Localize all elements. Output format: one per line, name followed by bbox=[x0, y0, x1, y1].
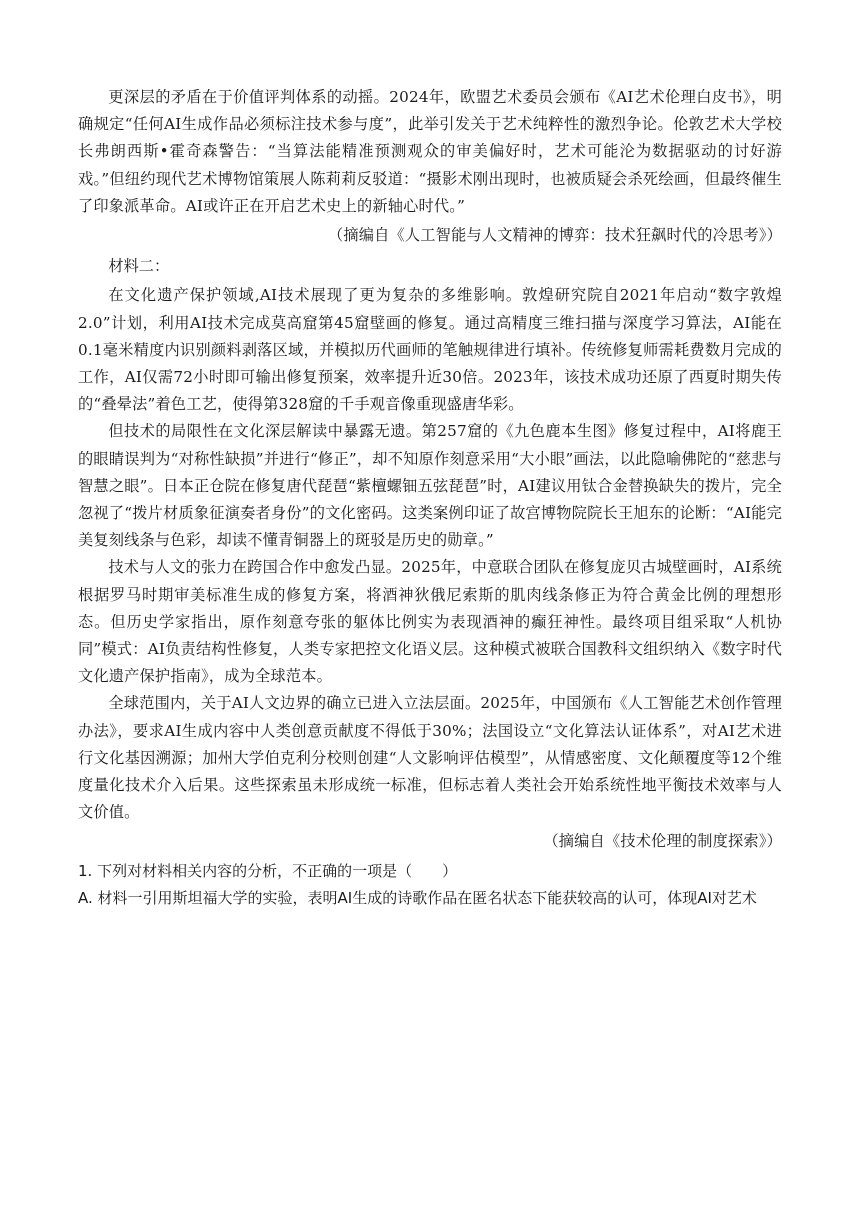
material-2-label: 材料二： bbox=[108, 257, 170, 276]
paragraph-cross-border: 技术与人文的张力在跨国合作中愈发凸显。2025年，中意联合团队在修复庞贝古城壁画时，AI系统根据罗马时期审美标准生成的修复方案，将酒神狄俄尼索斯的肌肉线条修正为符合黄金比例的理想形态。但历史学家指出，原作刻意夸张的躯体比例实为表现酒神的癫狂神性。最终项目组采取“人机协同”模式：AI负责结构性修复，人类专家把控文化语义层。这种模式被联合国教科文组织纳入《数字时代文化遗产保护指南》，成为全球范本。 bbox=[78, 558, 782, 686]
question-1-stem: 1. 下列对材料相关内容的分析，不正确的一项是（ ） bbox=[78, 861, 458, 880]
document-page bbox=[78, 84, 782, 913]
paragraph-dunhuang: 在文化遗产保护领域,AI技术展现了更为复杂的多维影响。敦煌研究院自2021年启动“数字敦煌2.0”计划，利用AI技术完成莫高窟第45窟壁画的修复。通过高精度三维扫描与深度学习算法，AI能在0.1毫米精度内识别颜料剥落区域，并模拟历代画师的笔触规律进行填补。传统修复师需耗费数月完成的工作，AI仅需72小时即可输出修复预案，效率提升近30倍。2023年，该技术成功还原了西夏时期失传的“叠晕法”着色工艺，使得第328窟的千手观音像重现盛唐华彩。 bbox=[78, 286, 782, 414]
paragraph-value-crisis: 更深层的矛盾在于价值评判体系的动摇。2024年，欧盟艺术委员会颁布《AI艺术伦理白皮书》，明确规定“任何AI生成作品必须标注技术参与度”，此举引发关于艺术纯粹性的激烈争论。伦敦艺术大学校长弗朗西斯•霍奇森警告：“当算法能精准预测观众的审美偏好时，艺术可能沦为数据驱动的讨好游戏。”但纽约现代艺术博物馆策展人陈莉莉反驳道：“摄影术刚出现时，也被质疑会杀死绘画，但最终催生了印象派革命。AI或许正在开启艺术史上的新轴心时代。” bbox=[78, 88, 782, 215]
paragraph-limitations: 但技术的局限性在文化深层解读中暴露无遗。第257窟的《九色鹿本生图》修复过程中，AI将鹿王的眼睛误判为“对称性缺损”并进行“修正”，却不知原作刻意采用“大小眼”画法，以此隐喻佛陀的“慈悲与智慧之眼”。日本正仓院在修复唐代琵琶“紫檀螺钿五弦琵琶”时，AI建议用钛合金替换缺失的拨片，完全忽视了“拨片材质象征演奏者身份”的文化密码。这类案例印证了故宫博物院院长王旭东的论断：“AI能完美复刻线条与色彩，却读不懂青铜器上的斑驳是历史的勋章。” bbox=[78, 422, 782, 550]
source-citation-2: （摘编自《技术伦理的制度探索》） bbox=[543, 832, 782, 851]
source-citation-1: （摘编自《人工智能与人文精神的博弈：技术狂飙时代的冷思考》） bbox=[327, 226, 782, 245]
question-1-option-a: A. 材料一引用斯坦福大学的实验，表明AI生成的诗歌作品在匿名状态下能获较高的认可，体现AI对艺术 bbox=[78, 889, 757, 908]
paragraph-legislation: 全球范围内，关于AI人文边界的确立已进入立法层面。2025年，中国颁布《人工智能艺术创作管理办法》，要求AI生成内容中人类创意贡献度不得低于30%；法国设立“文化算法认证体系”，对AI艺术进行文化基因溯源；加州大学伯克利分校则创建“人文影响评估模型”，从情感密度、文化颠覆度等12个维度量化技术介入后果。这些探索虽未形成统一标准，但标志着人类社会开始系统性地平衡技术效率与人文价值。 bbox=[78, 694, 782, 822]
